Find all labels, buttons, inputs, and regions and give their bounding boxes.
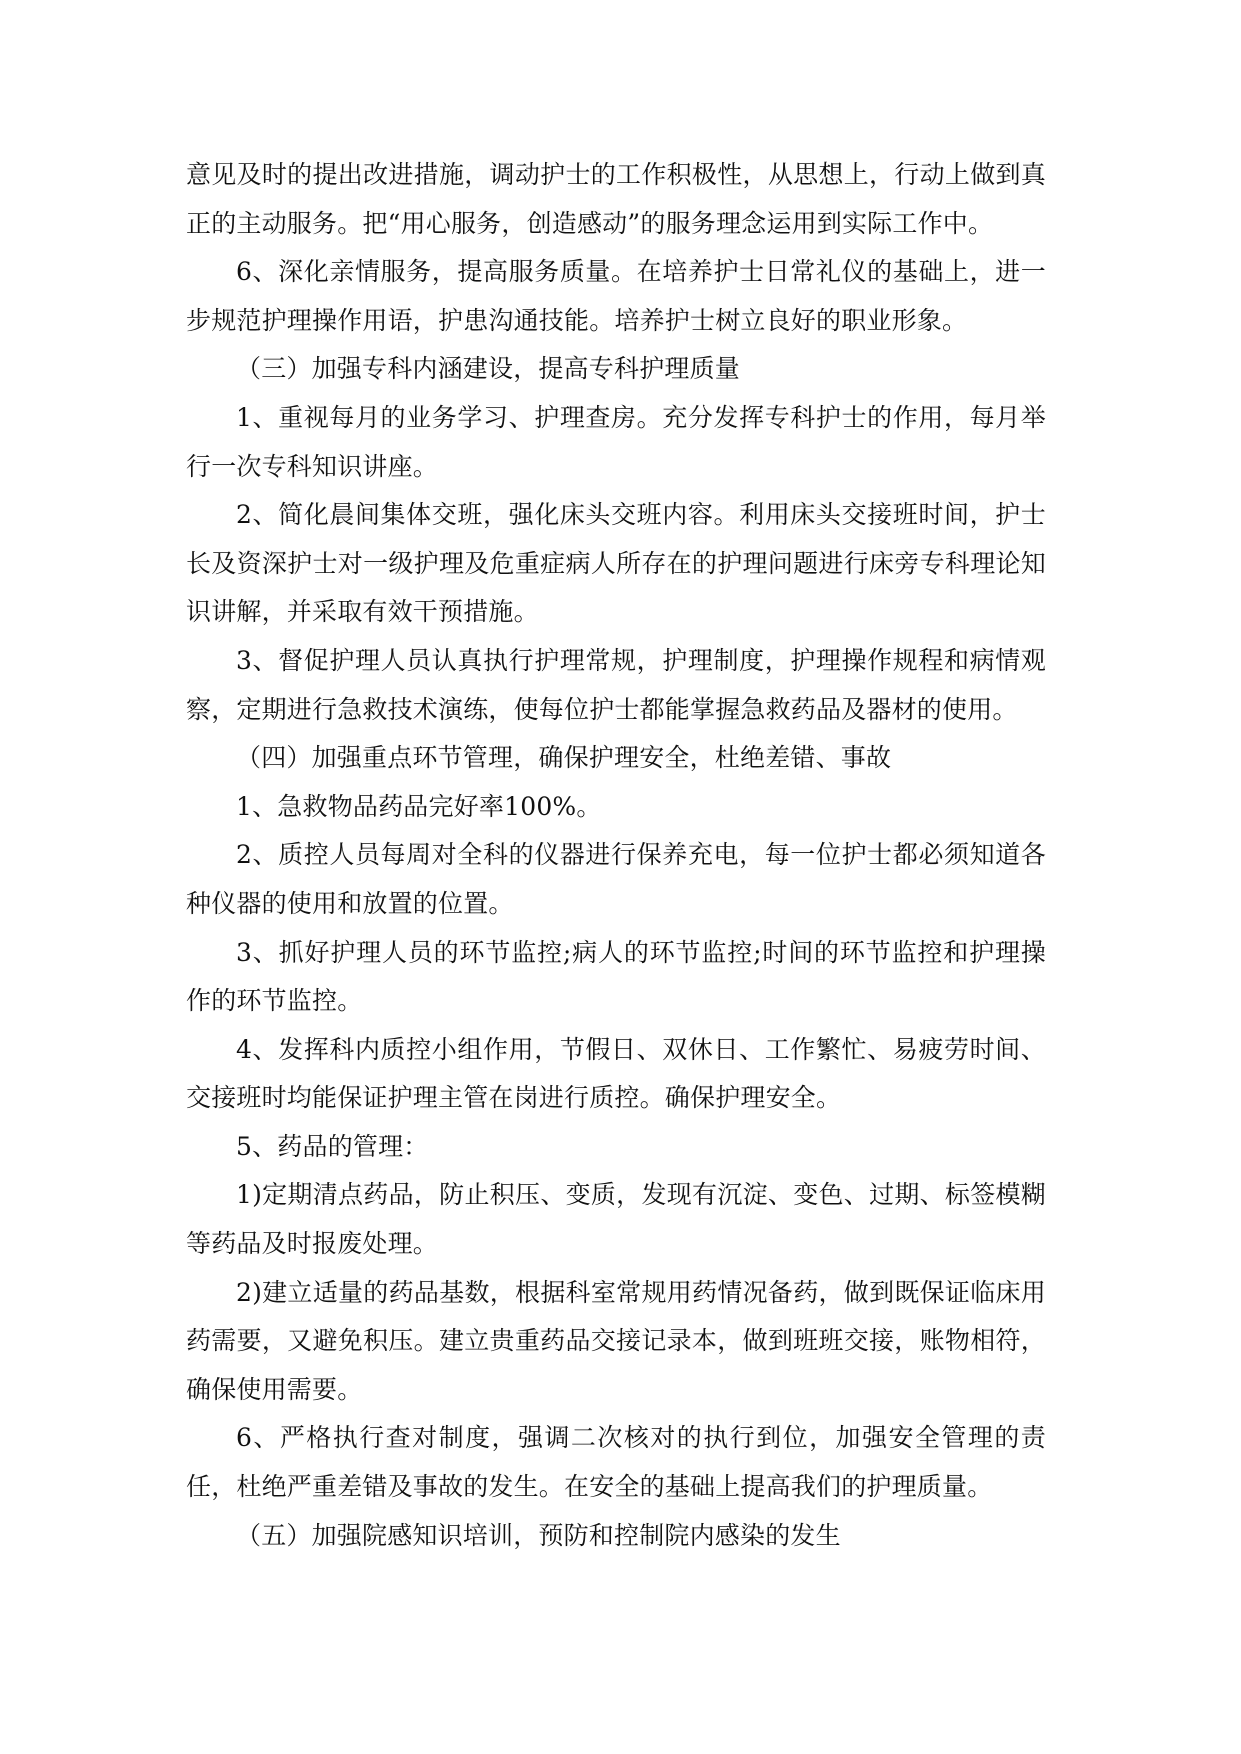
- paragraph-item-2-handover: 2、简化晨间集体交班，强化床头交班内容。利用床头交接班时间，护士长及资深护士对一级护理及危重症病人所存在的护理问题进行床旁专科理论知识讲解，并采取有效干预措施。: [186, 500, 1046, 627]
- paragraph-item-4-quality-control: 4、发挥科内质控小组作用，节假日、双休日、工作繁忙、易疲劳时间、交接班时均能保证护理主管在岗进行质控。确保护理安全。: [186, 1034, 1046, 1113]
- section-heading-3: （三）加强专科内涵建设，提高专科护理质量: [236, 354, 741, 384]
- paragraph-continuation: 意见及时的提出改进措施，调动护士的工作积极性，从思想上，行动上做到真正的主动服务。把“用心服务，创造感动”的服务理念运用到实际工作中。: [186, 160, 1046, 238]
- document-body: [186, 151, 1046, 1560]
- paragraph-item-1-study: 1、重视每月的业务学习、护理查房。充分发挥专科护士的作用，每月举行一次专科知识讲座。: [186, 402, 1046, 481]
- paragraph-item-5-medicine: 5、药品的管理：: [236, 1131, 429, 1161]
- paragraph-item-3-supervision: 3、督促护理人员认真执行护理常规，护理制度，护理操作规程和病情观察，定期进行急救技术演练，使每位护士都能掌握急救药品及器材的使用。: [186, 645, 1046, 724]
- paragraph-item-3-monitoring: 3、抓好护理人员的环节监控;病人的环节监控;时间的环节监控和护理操作的环节监控。: [186, 937, 1046, 1016]
- section-heading-4: （四）加强重点环节管理，确保护理安全，杜绝差错、事故: [236, 743, 892, 773]
- paragraph-item-1-emergency: 1、急救物品药品完好率100%。: [236, 791, 602, 821]
- paragraph-item-6-service: 6、深化亲情服务，提高服务质量。在培养护士日常礼仪的基础上，进一步规范护理操作用语，护患沟通技能。培养护士树立良好的职业形象。: [186, 257, 1046, 335]
- paragraph-item-2-instruments: 2、质控人员每周对全科的仪器进行保养充电，每一位护士都必须知道各种仪器的使用和放置的位置。: [186, 840, 1046, 918]
- paragraph-subitem-2-stock: 2)建立适量的药品基数，根据科室常规用药情况备药，做到既保证临床用药需要，又避免积压。建立贵重药品交接记录本，做到班班交接，账物相符，确保使用需要。: [186, 1277, 1046, 1404]
- section-heading-5: （五）加强院感知识培训，预防和控制院内感染的发生: [236, 1520, 841, 1550]
- paragraph-subitem-1-inventory: 1)定期清点药品，防止积压、变质，发现有沉淀、变色、过期、标签模糊等药品及时报废处理。: [186, 1180, 1046, 1259]
- paragraph-item-6-verification: 6、严格执行查对制度，强调二次核对的执行到位，加强安全管理的责任，杜绝严重差错及事故的发生。在安全的基础上提高我们的护理质量。: [186, 1423, 1046, 1502]
